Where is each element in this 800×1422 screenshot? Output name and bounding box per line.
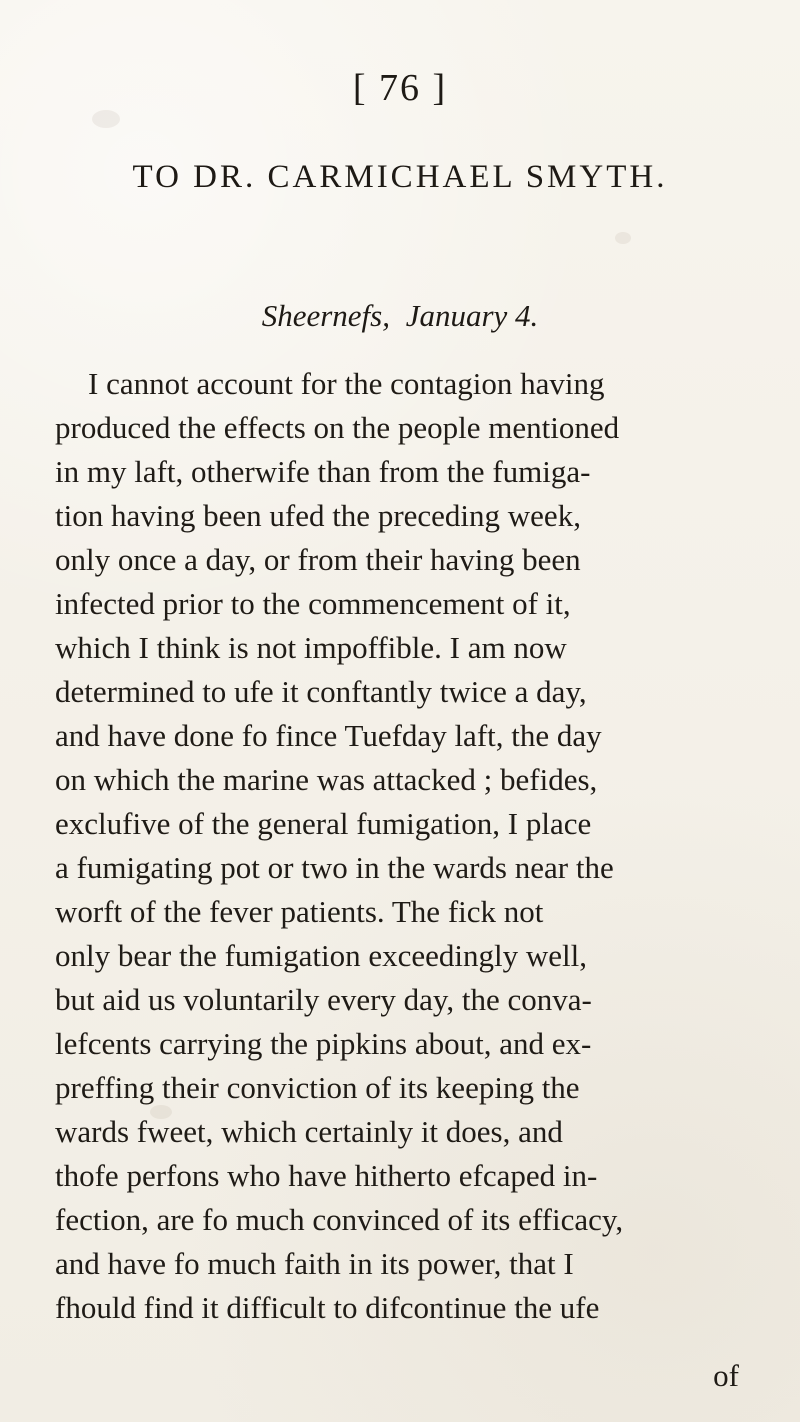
body-line: wards fweet, which certainly it does, and [55,1114,563,1149]
body-line: preffing their conviction of its keeping the [55,1070,580,1105]
body-line: produced the effects on the people mentioned [55,410,620,445]
letter-addressee: TO DR. CARMICHAEL SMYTH. [132,159,668,195]
letter-dateline [0,298,800,334]
body-line: fhould find it difficult to difcontinue the ufe [55,1290,600,1325]
body-line: and have fo much faith in its power, that I [55,1246,574,1281]
page-number: [ 76 ] [352,67,448,109]
body-line: on which the marine was attacked ; befides, [55,762,598,797]
paper-stain [92,110,120,128]
body-line: tion having been ufed the preceding week, [55,498,581,533]
body-line: only bear the fumigation exceedingly well, [55,938,587,973]
body-line: I cannot account for the contagion having [88,366,605,401]
body-line: in my laft, otherwife than from the fumiga- [55,454,591,489]
body-line: but aid us voluntarily every day, the conva- [55,982,592,1017]
body-line: which I think is not impoffible. I am now [55,630,567,665]
body-line: thofe perfons who have hitherto efcaped in- [55,1158,598,1193]
body-line: only once a day, or from their having been [55,542,581,577]
body-line: infected prior to the commencement of it, [55,586,571,621]
body-line: fection, are fo much convinced of its efficacy, [55,1202,624,1237]
body-line: exclufive of the general fumigation, I place [55,806,592,841]
body-line: a fumigating pot or two in the wards near the [55,850,614,885]
body-line: determined to ufe it conftantly twice a day, [55,674,587,709]
catchword: of [713,1358,739,1393]
letter-date: January 4. [405,298,539,333]
body-line: and have done fo fince Tuefday laft, the day [55,718,602,753]
paper-stain [615,232,631,244]
body-line: lefcents carrying the pipkins about, and ex- [55,1026,592,1061]
body-line: worft of the fever patients. The fick not [55,894,544,929]
letter-place: Sheernefs, [261,298,390,333]
